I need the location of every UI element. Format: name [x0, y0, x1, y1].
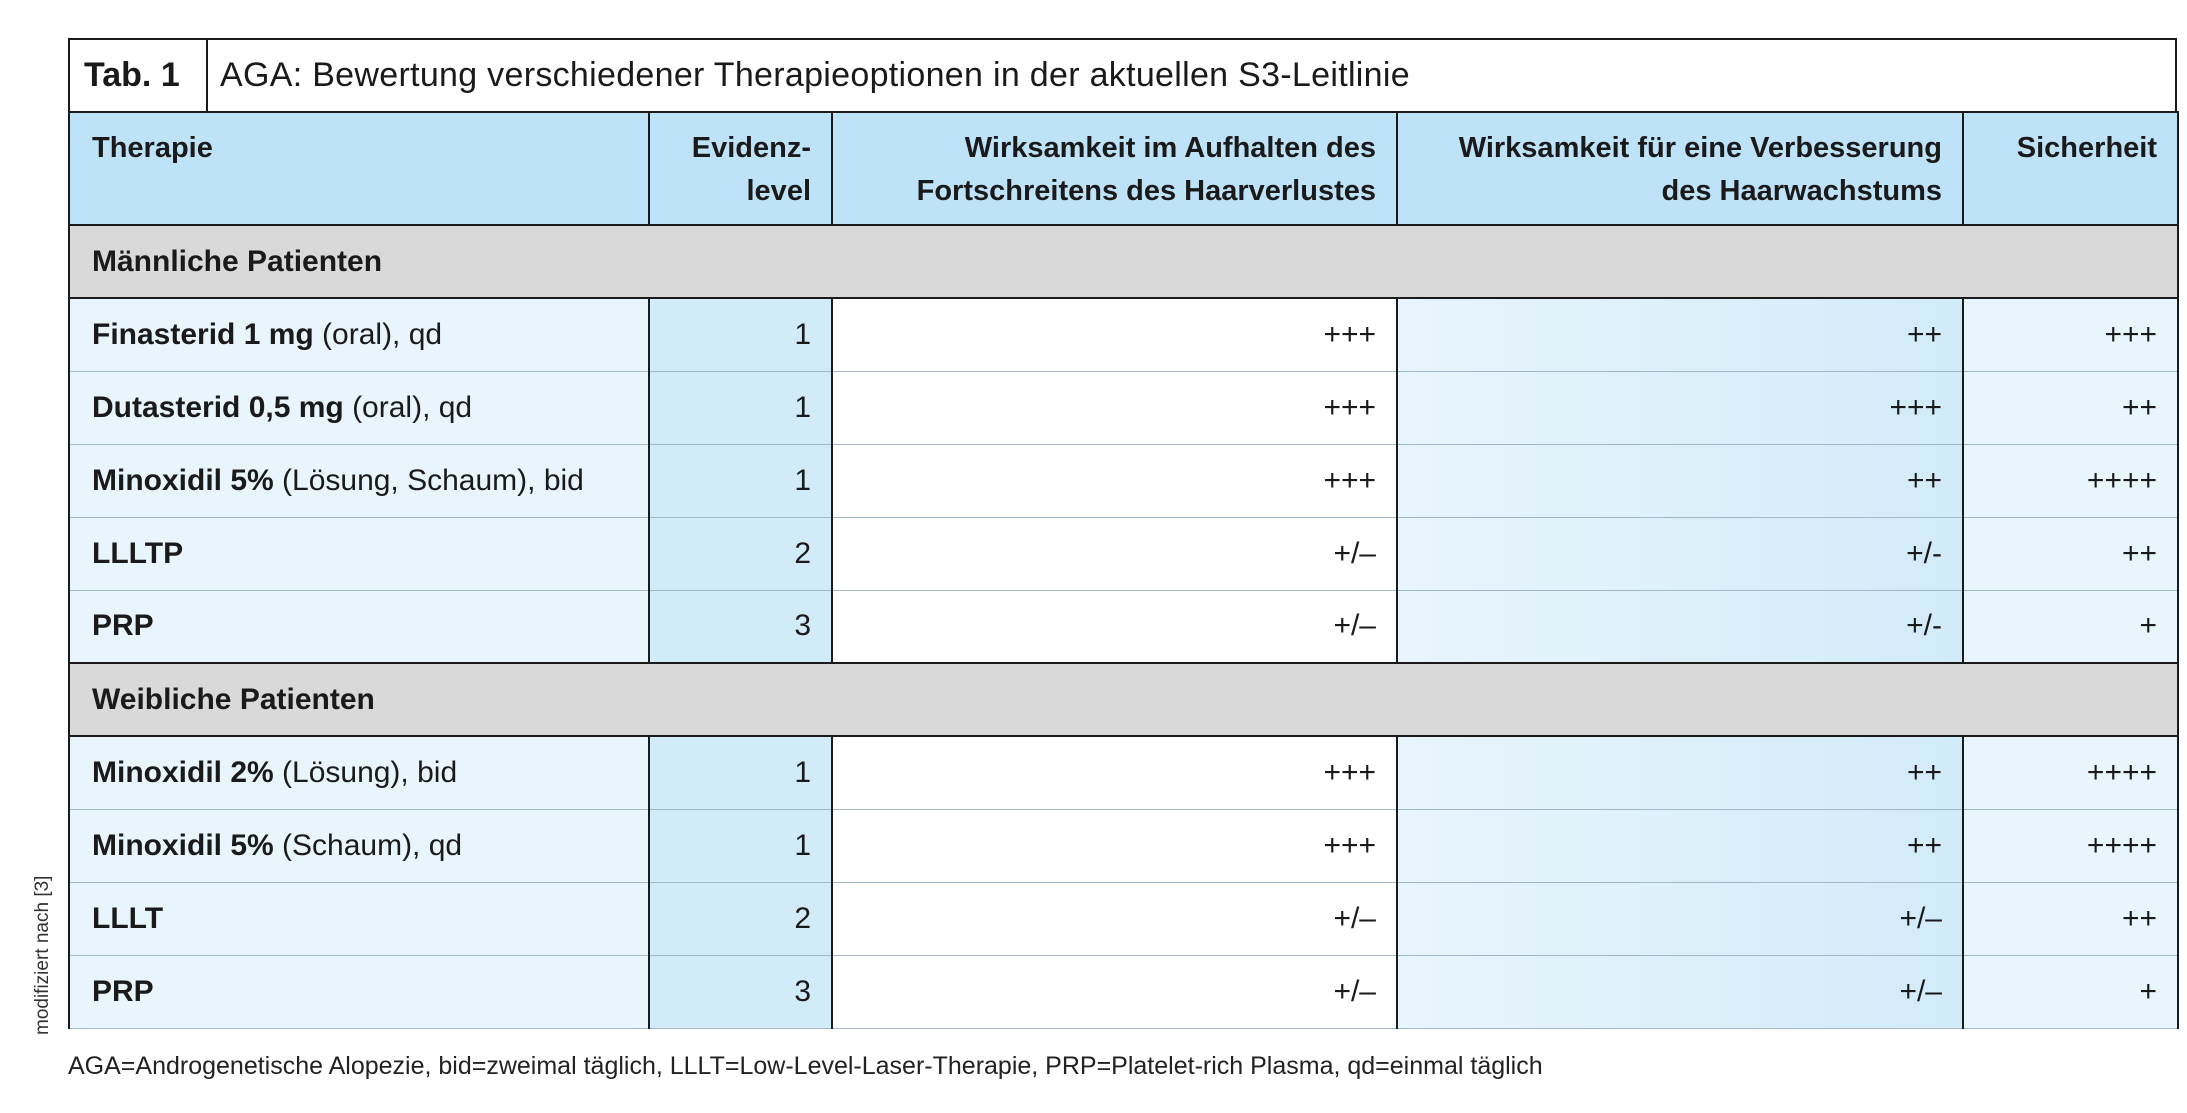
safety-cell: + [1963, 590, 2178, 663]
therapy-name: Minoxidil 5% [92, 828, 274, 862]
efficacy-growth-cell: +/- [1397, 590, 1963, 663]
evidence-cell: 3 [649, 590, 832, 663]
safety-cell: ++++ [1963, 444, 2178, 517]
table-row [69, 517, 2178, 590]
evidence-cell: 1 [649, 444, 832, 517]
data-table [68, 111, 2179, 1029]
therapy-cell [69, 955, 649, 1028]
therapy-cell [69, 809, 649, 882]
therapy-cell [69, 882, 649, 955]
table-row [69, 298, 2178, 371]
source-note: modifiziert nach [3] [32, 875, 53, 1035]
table-row [69, 955, 2178, 1028]
table-row [69, 444, 2178, 517]
safety-cell: + [1963, 955, 2178, 1028]
therapy-cell [69, 736, 649, 809]
evidence-cell: 1 [649, 298, 832, 371]
efficacy-growth-cell: +++ [1397, 371, 1963, 444]
efficacy-stop-cell: +/– [832, 590, 1397, 663]
table-body [69, 225, 2178, 1028]
therapy-cell [69, 371, 649, 444]
group-row [69, 225, 2178, 298]
header-safety: Sicherheit [1963, 112, 2178, 225]
efficacy-growth-cell: +/– [1397, 882, 1963, 955]
efficacy-stop-cell: +++ [832, 298, 1397, 371]
header-row [69, 112, 2178, 225]
efficacy-growth-cell: +/- [1397, 517, 1963, 590]
therapy-cell [69, 298, 649, 371]
efficacy-growth-cell: ++ [1397, 444, 1963, 517]
header-evidence: Evidenz- level [649, 112, 832, 225]
safety-cell: +++ [1963, 298, 2178, 371]
efficacy-growth-cell: ++ [1397, 809, 1963, 882]
safety-cell: ++ [1963, 882, 2178, 955]
table-row [69, 590, 2178, 663]
evidence-cell: 1 [649, 809, 832, 882]
footnote: AGA=Androgenetische Alopezie, bid=zweimal täglich, LLLT=Low-Level-Laser-Therapie, PRP=Platelet-rich Plasma, qd=einmal täglich [68, 1052, 1543, 1080]
table-row [69, 882, 2178, 955]
therapy-cell [69, 517, 649, 590]
table-row [69, 371, 2178, 444]
therapy-detail: (Lösung, Schaum), bid [273, 463, 584, 497]
header-efficacy-growth: Wirksamkeit für eine Verbesserung des Haarwachstums [1397, 112, 1963, 225]
efficacy-growth-cell: ++ [1397, 736, 1963, 809]
therapy-cell [69, 444, 649, 517]
efficacy-stop-cell: +++ [832, 371, 1397, 444]
therapy-name: PRP [92, 609, 154, 643]
evidence-cell: 2 [649, 517, 832, 590]
efficacy-stop-cell: +++ [832, 444, 1397, 517]
therapy-name: LLLT [92, 901, 164, 935]
table-label: Tab. 1 [70, 40, 208, 111]
therapy-name: Minoxidil 5% [92, 463, 274, 497]
group-title: Männliche Patienten [69, 225, 2178, 298]
evidence-cell: 1 [649, 371, 832, 444]
table-title: AGA: Bewertung verschiedener Therapieoptionen in der aktuellen S3-Leitlinie [220, 56, 1410, 94]
safety-cell: ++ [1963, 517, 2178, 590]
safety-cell: ++++ [1963, 809, 2178, 882]
table-row [69, 809, 2178, 882]
header-efficacy-stop: Wirksamkeit im Aufhalten des Fortschreitens des Haarverlustes [832, 112, 1397, 225]
therapy-name: Dutasterid 0,5 mg [92, 390, 344, 424]
therapy-detail: (oral), qd [343, 390, 473, 424]
efficacy-stop-cell: +/– [832, 955, 1397, 1028]
group-title: Weibliche Patienten [69, 663, 2178, 736]
therapy-detail: (Schaum), qd [273, 828, 463, 862]
evidence-cell: 2 [649, 882, 832, 955]
therapy-table [68, 38, 2177, 1029]
efficacy-growth-cell: ++ [1397, 298, 1963, 371]
efficacy-stop-cell: +/– [832, 517, 1397, 590]
safety-cell: ++ [1963, 371, 2178, 444]
table-row [69, 736, 2178, 809]
group-row [69, 663, 2178, 736]
efficacy-stop-cell: +++ [832, 809, 1397, 882]
evidence-cell: 3 [649, 955, 832, 1028]
efficacy-growth-cell: +/– [1397, 955, 1963, 1028]
safety-cell: ++++ [1963, 736, 2178, 809]
evidence-cell: 1 [649, 736, 832, 809]
therapy-detail: (oral), qd [313, 317, 443, 351]
therapy-name: Minoxidil 2% [92, 755, 274, 789]
therapy-cell [69, 590, 649, 663]
therapy-detail: (Lösung), bid [273, 755, 458, 789]
therapy-name: LLLTP [92, 536, 184, 570]
therapy-name: Finasterid 1 mg [92, 317, 314, 351]
efficacy-stop-cell: +/– [832, 882, 1397, 955]
table-caption [68, 38, 2177, 111]
therapy-name: PRP [92, 974, 154, 1008]
header-therapy: Therapie [69, 112, 649, 225]
efficacy-stop-cell: +++ [832, 736, 1397, 809]
